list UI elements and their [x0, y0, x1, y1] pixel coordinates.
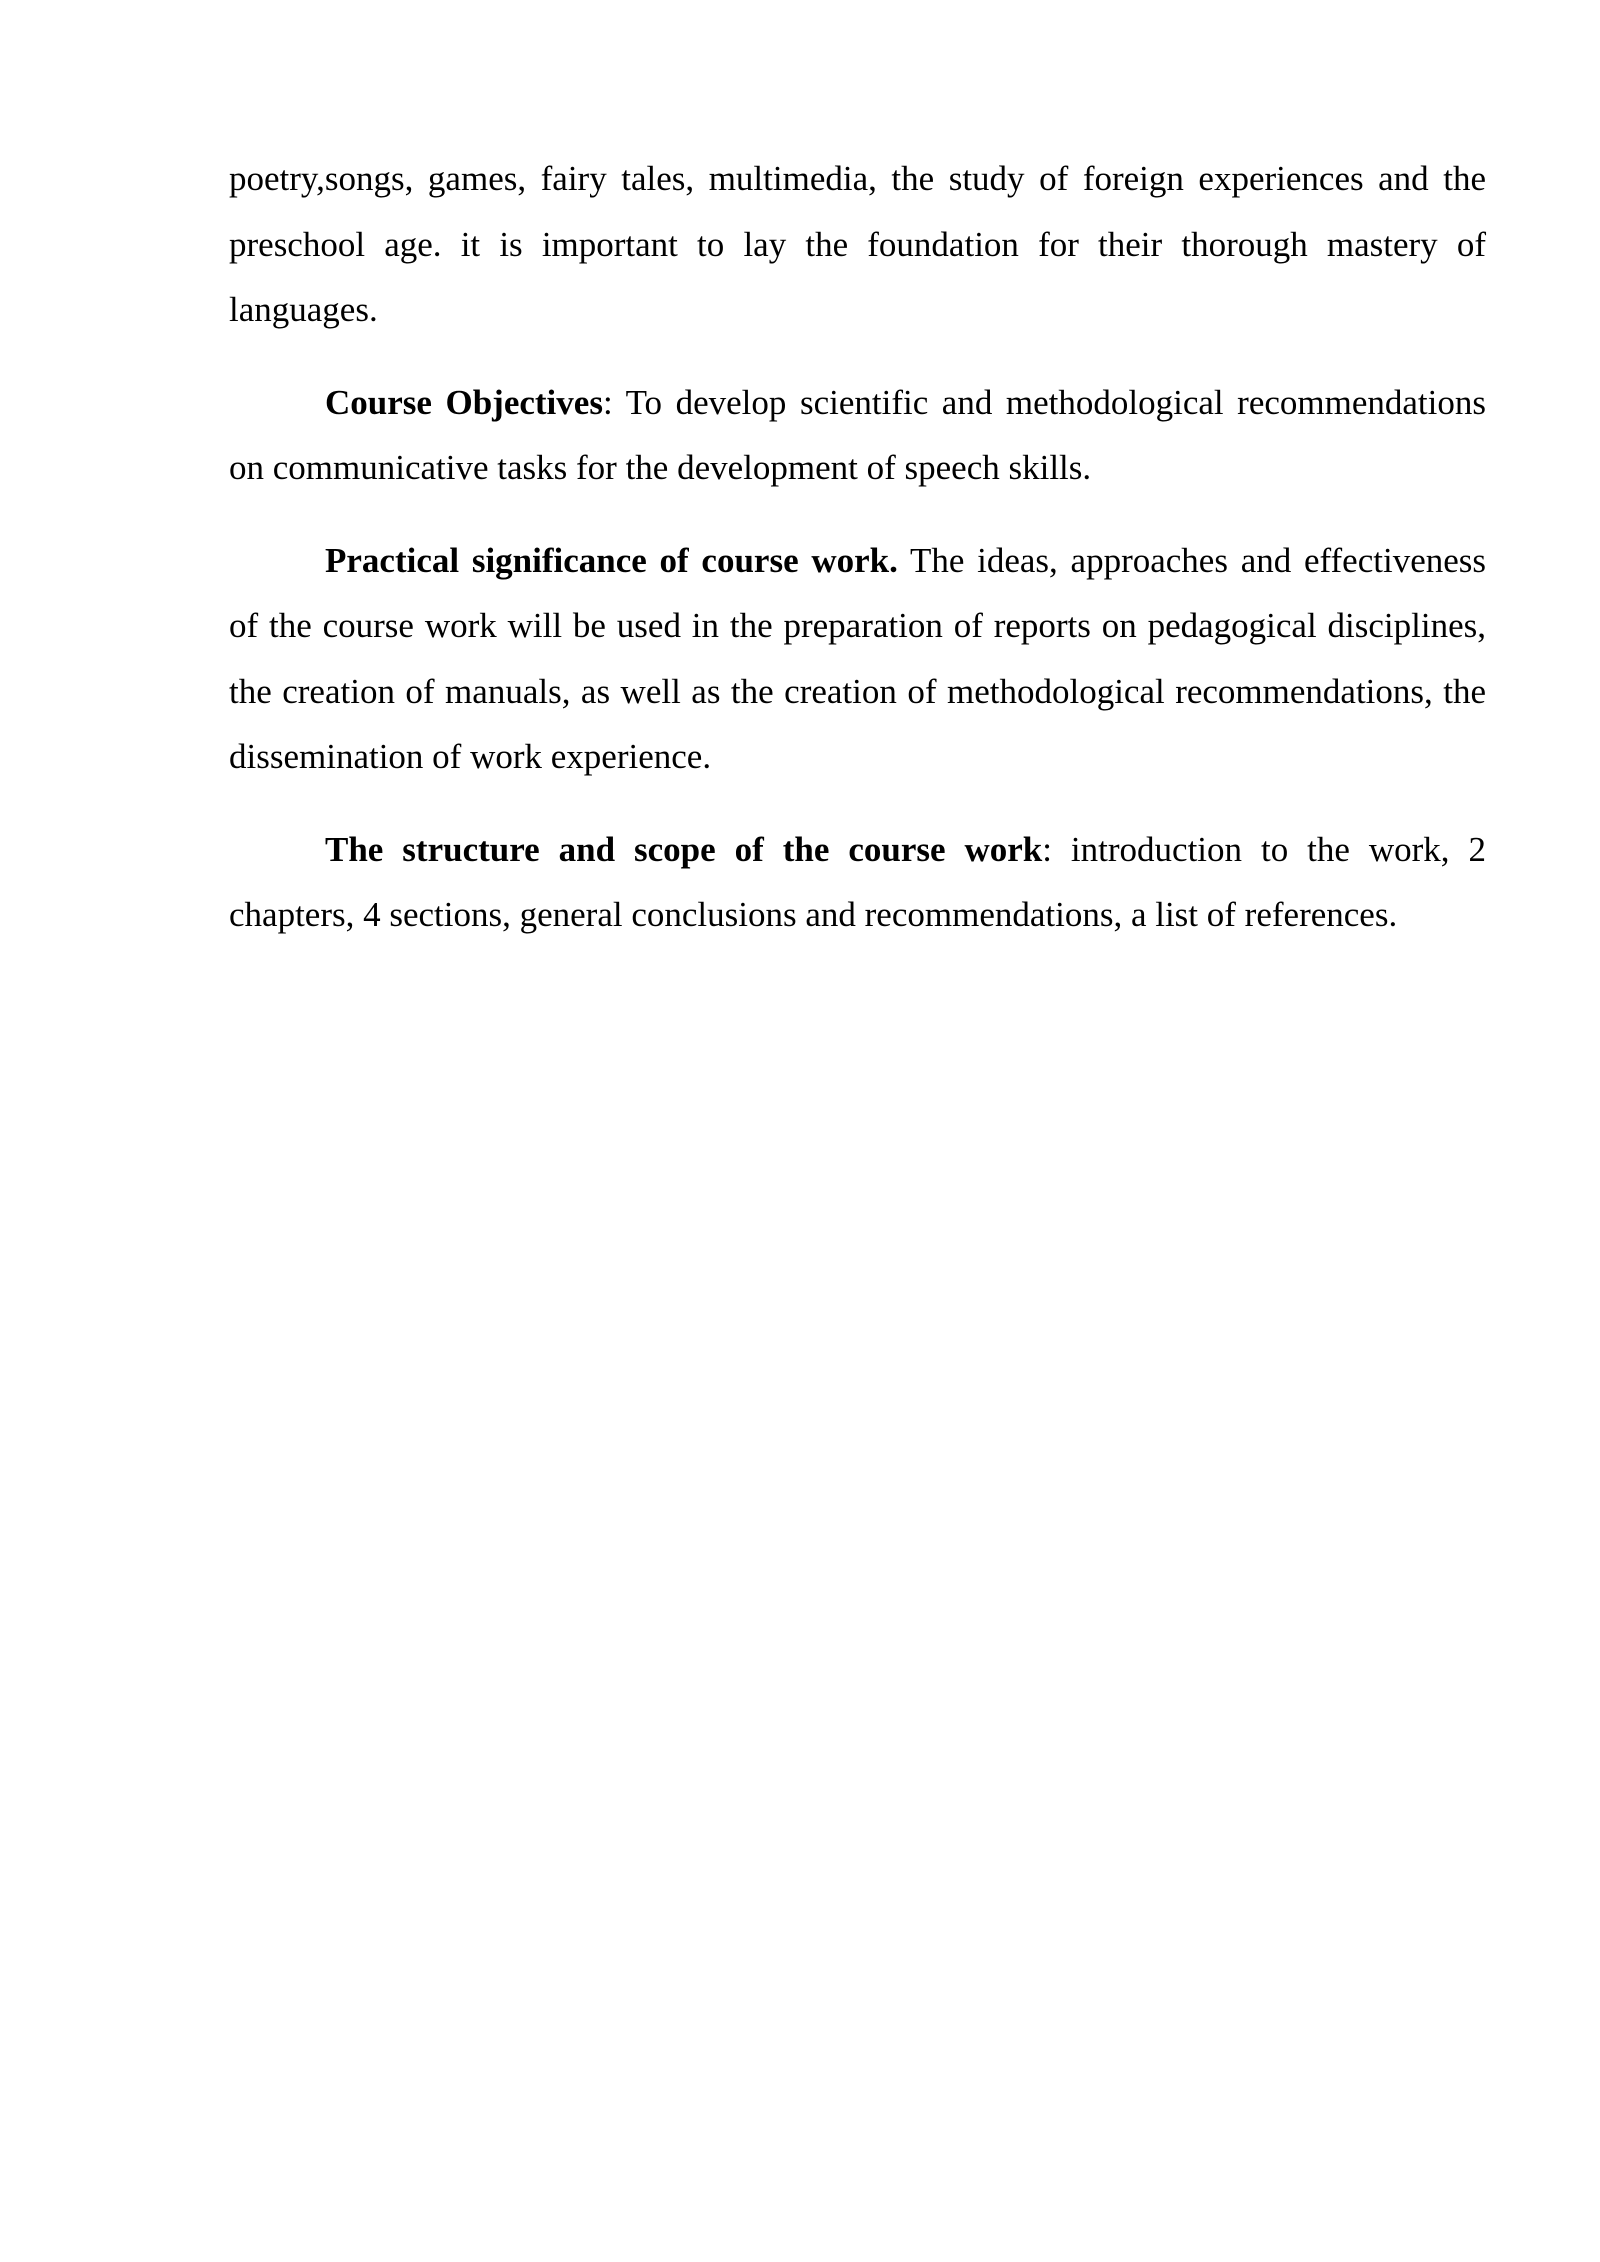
- heading-separator: :: [1042, 829, 1052, 869]
- paragraph-text: The ideas, approaches and effectiveness of the course work will be used in the preparation of reports on pedagogical disciplines, the creation of manuals, as well as the creation of methodological recommendations, the dissemination of work experience.: [229, 540, 1486, 776]
- paragraph-heading: Course Objectives: [325, 382, 603, 422]
- paragraph-structure-and-scope: [229, 817, 1486, 948]
- paragraph-intro-continuation: [229, 146, 1486, 343]
- paragraph-course-objectives: [229, 370, 1486, 501]
- paragraph-text: introduction to the work, 2 chapters, 4 sections, general conclusions and recommendations, a list of references.: [229, 829, 1486, 934]
- paragraph-text: poetry,songs, games, fairy tales, multimedia, the study of foreign experiences and the preschool age. it is important to lay the foundation for their thorough mastery of languages.: [229, 159, 1486, 329]
- document-body: [229, 146, 1486, 975]
- paragraph-text: To develop scientific and methodological recommendations on communicative tasks for the development of speech skills.: [229, 382, 1486, 487]
- paragraph-practical-significance: [229, 528, 1486, 790]
- heading-separator: :: [602, 382, 613, 422]
- paragraph-heading: Practical significance of course work.: [325, 540, 898, 580]
- paragraph-heading: The structure and scope of the course work: [325, 829, 1043, 869]
